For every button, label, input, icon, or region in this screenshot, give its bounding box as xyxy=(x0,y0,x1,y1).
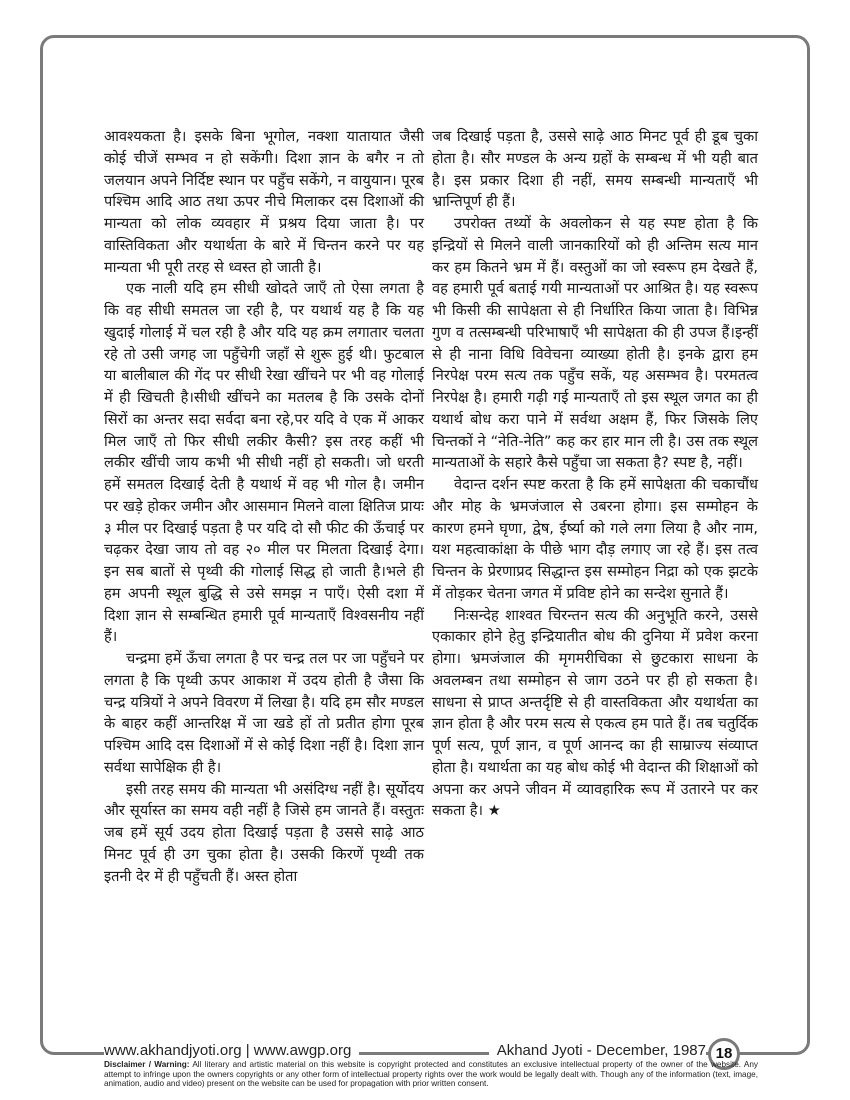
disclaimer-label: Disclaimer / Warning: xyxy=(104,1060,190,1069)
footer-websites[interactable]: www.akhandjyoti.org | www.awgp.org xyxy=(104,1042,359,1060)
paragraph: उपरोक्त तथ्यों के अवलोकन से यह स्पष्ट होता है कि इन्द्रियों से मिलने वाली जानकारियों को ही अन्तिम सत्य मान कर हम कितने भ्रम में हैं। वस्तुओं का जो स्वरूप हम देखते हैं, वह हमारी पूर्व बताई गयी मान्यताओं पर आश्रित है। यह स्वरूप भी किसी की सापेक्षता से ही निर्धारित किया जाता है। विभिन्न गुण व तत्सम्बन्धी परिभाषाएँ भी सापेक्षता की ही उपज हैं।इन्हीं से ही नाना विधि विवेचना व्याख्या होती है। इनके द्वारा हम निरपेक्ष परम सत्य तक पहुँच सकें, यह असम्भव है। परमतत्व निरपेक्ष है। हमारी गढ़ी गई मान्यताएँ तो इस स्थूल जगत का ही यथार्थ बोध करा पाने में सर्वथा अक्षम हैं, फिर जिसके लिए चिन्तकों ने “नेति-नेति” कह कर हार मान ली है। उस तक स्थूल मान्यताओं के सहारे कैसे पहुँचा जा सकता है? स्पष्ट है, नहीं। xyxy=(432,215,758,472)
paragraph: इसी तरह समय की मान्यता भी असंदिग्ध नहीं है। सूर्योदय और सूर्यास्त का समय वही नहीं है जिसे हम जानते हैं। वस्तुतः जब हमें सूर्य उदय होता दिखाई पड़ता है उससे साढ़े आठ मिनट पूर्व ही उग चुका होता है। उसकी किरणें पृथ्वी तक इतनी देर में ही पहुँचती हैं। अस्त होता xyxy=(104,780,424,885)
article-right-column xyxy=(432,126,758,822)
paragraph: जब दिखाई पड़ता है, उससे साढ़े आठ मिनट पूर्व ही डूब चुका होता है। सौर मण्डल के अन्य ग्रहों के सम्बन्ध में भी यही बात है। इस प्रकार दिशा ही नहीं, समय सम्बन्धी मान्यताएँ भी भ्रान्तिपूर्ण ही हैं। xyxy=(432,128,758,211)
article-left-column xyxy=(104,126,424,887)
paragraph: एक नाली यदि हम सीधी खोदते जाएँ तो ऐसा लगता है कि वह सीधी समतल जा रही है, पर यथार्थ यह है कि यह खुदाई गोलाई में चल रही है और यदि यह क्रम लगातार चलता रहे तो उसी जगह जा पहुँचेगी जहाँ से शुरू हुई थी। फुटबाल या बालीबाल की गेंद पर सीधी रेखा खींचने पर भी वह गोलाई में ही खिचती है।सीधी खींचने का मतलब है कि उसके दोनों सिरों का अन्तर सदा सर्वदा बना रहे,पर यदि वे एक में आकर मिल जाएँ तो फिर सीधी लकीर कैसी? इस तरह कहीं भी लकीर खींची जाय कभी भी सीधी नहीं हो सकती। जो धरती हमें समतल दिखाई देती है यथार्थ में वह भी गोल है। जमीन पर खड़े होकर जमीन और आसमान मिलने वाला क्षितिज प्रायः ३ मील पर दिखाई पड़ता है पर यदि दो सौ फीट की ऊँचाई पर चढ़कर देखा जाय तो वह २० मील पर मिलता दिखाई देगा। इन सब बातों से पृथ्वी की गोलाई सिद्ध हो जाती है।भले ही हम अपनी स्थूल बुद्धि से उसे समझ न पाएँ। ऐसी दशा में दिशा ज्ञान से सम्बन्धित हमारी पूर्व मान्यताएँ विश्वसनीय नहीं हैं। xyxy=(104,280,424,646)
paragraph: चन्द्रमा हमें ऊँचा लगता है पर चन्द्र तल पर जा पहुँचने पर लगता है कि पृथ्वी ऊपर आकाश में उदय होती है जैसा कि चन्द्र यत्रियों ने अपने विवरण में लिखा है। यदि हम सौर मण्डल के बाहर कहीं आन्तरिक्ष में जा खडे हों तो प्रतीत होगा पूरब पश्चिम आदि दस दिशाओं में से कोई दिशा नहीं है। दिशा ज्ञान सर्वथा सापेक्षिक ही है। xyxy=(104,650,424,776)
footer-magazine-issue: Akhand Jyoti - December, 1987 xyxy=(489,1042,706,1060)
paragraph: आवश्यकता है। इसके बिना भूगोल, नक्शा यातायात जैसी कोई चीजें सम्भव न हो सकेंगी। दिशा ज्ञान के बगैर न तो जलयान अपने निर्दिष्ट स्थान पर पहुँच सकेंगे, न वायुयान। पूरब पश्चिम आदि आठ तथा ऊपर नीचे मिलाकर दस दिशाओं की मान्यता को लोक व्यवहार में प्रश्रय दिया जाता है। पर वास्तिविकता और यथार्थता के बारे में चिन्तन करने पर यह मान्यता भी पूरी तरह से ध्वस्त हो जाती है। xyxy=(104,128,424,276)
footer-disclaimer xyxy=(104,1060,758,1089)
page-number-badge: 18 xyxy=(708,1038,740,1070)
paragraph: वेदान्त दर्शन स्पष्ट करता है कि हमें सापेक्षता की चकाचौंध और मोह के भ्रमजंजाल से उबरना होगा। इस सम्मोहन के कारण हमने घृणा, द्वेष, ईर्ष्या को गले लगा लिया है और नाम, यश महत्वाकांक्षा के पीछे भाग दौड़ लगाए जा रहे हैं। इस तत्व चिन्तन के प्रेरणाप्रद सिद्धान्त इस सम्मोहन निद्रा को एक झटके में तोड़कर चेतना जगत में प्रविष्ट होने का सन्देश सुनाते हैं। xyxy=(432,476,758,602)
disclaimer-text: All literary and artistic material on this website is copyright protected and constitutes an exclusive intellectual property of the owner of the website. Any attempt to infringe upon the owners copyrights or any other form of intellectual property rights over the work would be legally dealt with. Though any of the information (text, image, animation, audio and video) present on the website can be used for propagation with prior written consent. xyxy=(104,1060,758,1089)
paragraph: निःसन्देह शाश्वत चिरन्तन सत्य की अनुभूति करने, उससे एकाकार होने हेतु इन्द्रियातीत बोध की दुनिया में प्रवेश करना होगा। भ्रमजंजाल की मृगमरीचिका से छुटकारा साधना के अवलम्बन तथा सम्मोहन से जाग उठने पर ही हो सकता है। साधना से प्राप्त अन्तर्दृष्टि से ही वास्तविकता और यथार्थता का ज्ञान होता है और परम सत्य से एकत्व हम पाते हैं। तब चतुर्दिक पूर्ण सत्य, पूर्ण ज्ञान, व पूर्ण आनन्द का ही साम्राज्य संव्याप्त होता है। यथार्थता का यह बोध कोई भी वेदान्त की शिक्षाओं को अपना कर अपने जीवन में व्यावहारिक रूप में उतारने पर कर सकता है। ★ xyxy=(432,606,758,820)
